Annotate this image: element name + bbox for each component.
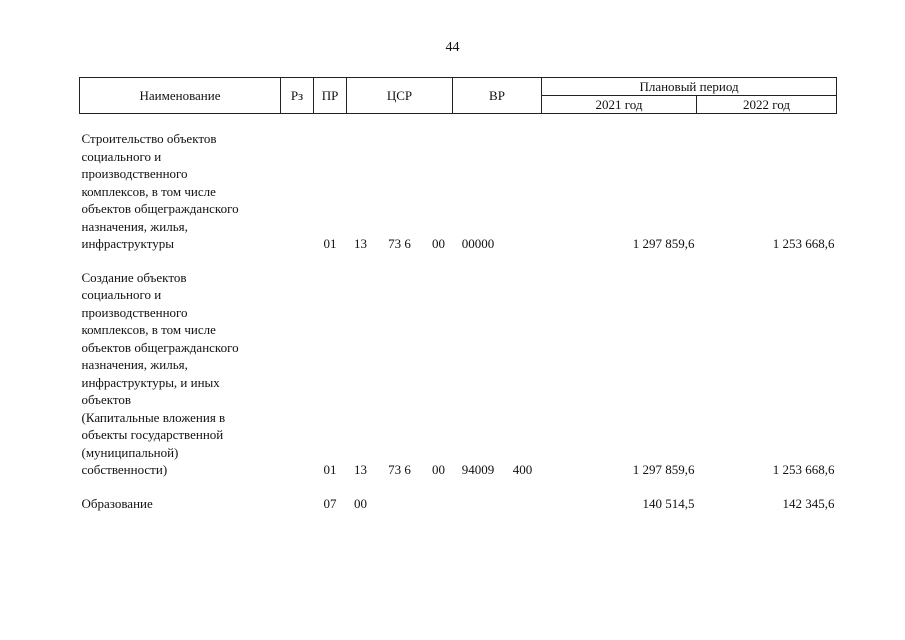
row-csr-event: 00 (432, 236, 445, 251)
row-pr: 07 (323, 495, 337, 511)
row-csr-program: 00 (354, 495, 367, 511)
row-csr-event (425, 495, 453, 513)
row-amount-2021: 140 514,5 (642, 495, 695, 511)
row-amount-2022: 1 253 668,6 (772, 462, 835, 477)
row-csr-program: 13 (354, 462, 367, 477)
row-csr-subprogram (375, 495, 425, 513)
header-year-2021: 2021 год (542, 96, 697, 114)
row-rz (281, 269, 314, 479)
row-amount-2022: 1 253 668,6 (772, 236, 835, 251)
row-name: Строительство объектов социального и производственного комплексов, в том числе объектов общегражданского назначения, жилья, инфраструктуры (81, 131, 239, 251)
row-vr (504, 130, 542, 253)
header-plan-period: Плановый период (542, 78, 837, 96)
row-amount-2021: 1 297 859,6 (632, 236, 695, 251)
header-year-2022: 2022 год (697, 96, 837, 114)
row-name: Образование (81, 495, 153, 511)
row-csr-program: 13 (354, 236, 367, 251)
row-pr: 01 (323, 236, 337, 251)
row-csr-direction: 94009 (461, 462, 495, 477)
header-name: Наименование (80, 78, 281, 114)
header-vr: ВР (453, 78, 542, 114)
table-row (80, 130, 837, 253)
row-vr: 400 (512, 462, 533, 477)
row-vr (504, 495, 542, 513)
row-name: Создание объектов социального и производственного комплексов, в том числе объектов общегражданского назначения, жилья, инфраструктуры, и иных объектов (Капитальные вложения в объекты государственной (муниципальной) собственности) (81, 269, 239, 477)
header-pr: ПР (314, 78, 347, 114)
header-rz: Рз (281, 78, 314, 114)
table-header-row-1 (80, 78, 837, 96)
table-row (80, 269, 837, 479)
row-csr-direction: 00000 (461, 236, 495, 251)
row-rz (281, 495, 314, 513)
row-amount-2022: 142 345,6 (782, 495, 835, 511)
row-csr-direction (453, 495, 504, 513)
row-pr: 01 (323, 462, 337, 477)
row-csr-event: 00 (432, 462, 445, 477)
row-csr-subprogram: 73 6 (388, 236, 411, 251)
page-number: 44 (445, 40, 460, 55)
row-csr-subprogram: 73 6 (388, 462, 411, 477)
table-row (80, 495, 837, 513)
row-rz (281, 130, 314, 253)
row-amount-2021: 1 297 859,6 (632, 462, 695, 477)
header-csr: ЦСР (347, 78, 453, 114)
budget-table (79, 77, 837, 512)
